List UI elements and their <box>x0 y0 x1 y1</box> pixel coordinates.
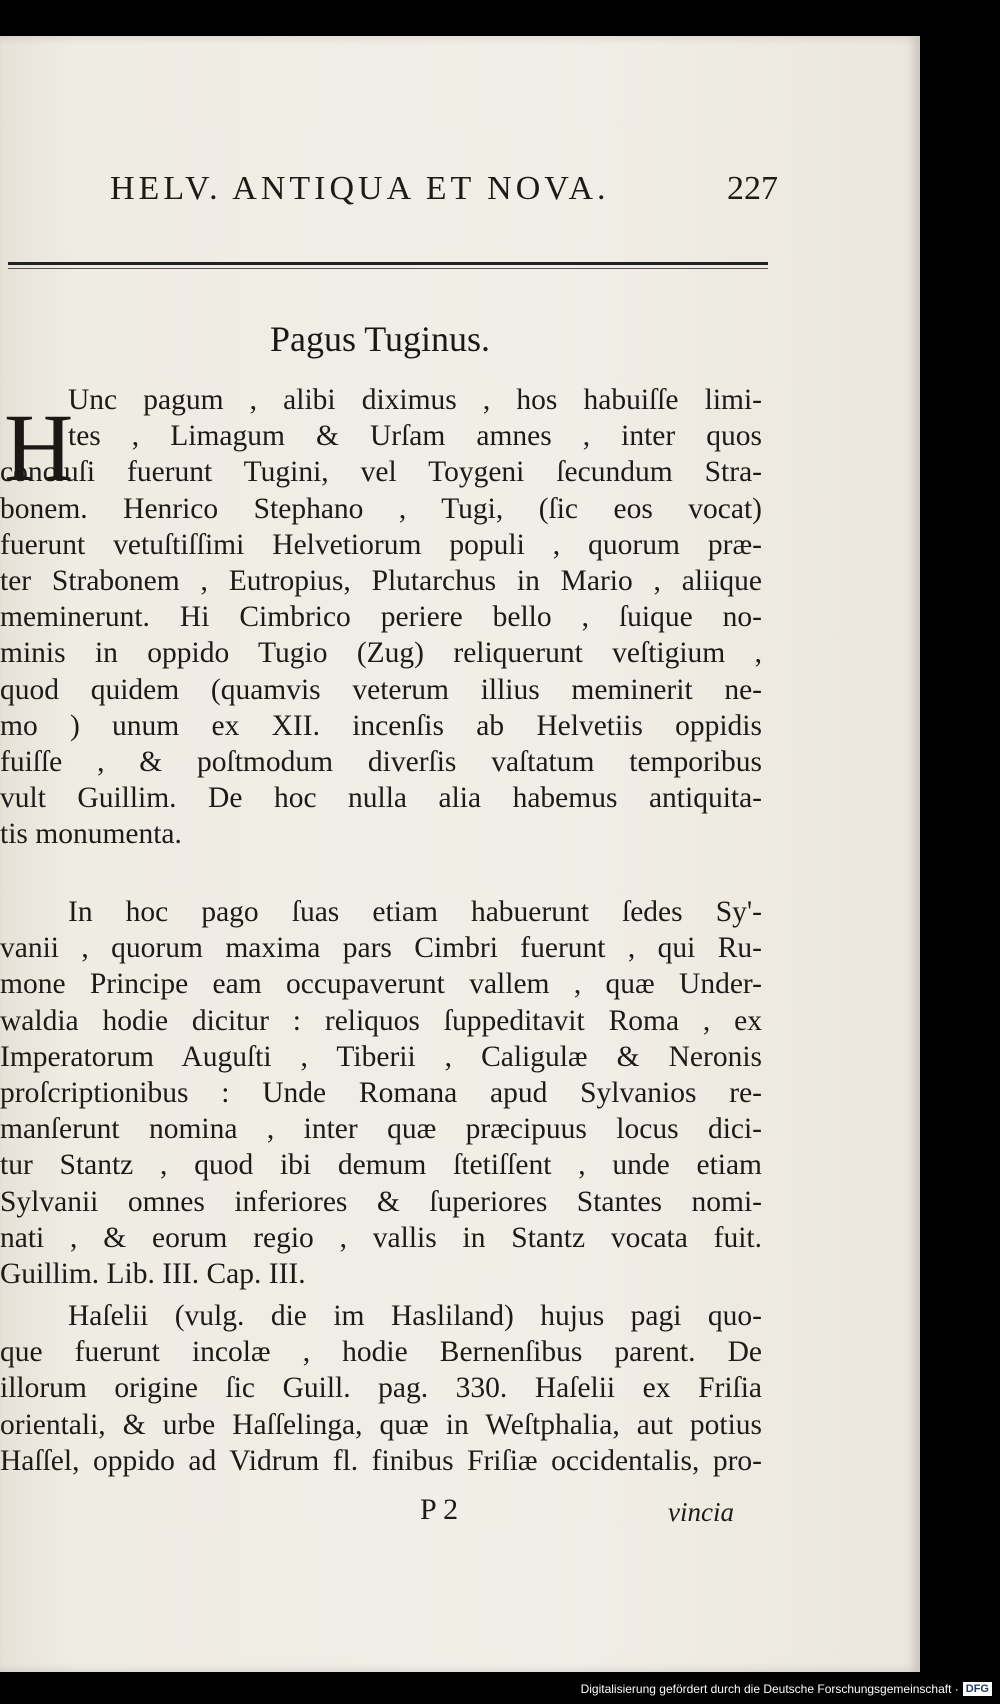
section-title: Pagus Tuginus. <box>269 319 491 359</box>
text-line: Haſſel, oppido ad Vidrum fl. finibus Friſiæ occidentalis, pro- <box>0 1444 762 1477</box>
paragraph-1 <box>0 382 762 852</box>
paragraph-3 <box>0 1298 762 1479</box>
text-line: orientali, & urbe Haſſelinga, quæ in Weſtphalia, aut potius <box>0 1408 762 1441</box>
text-line: minis in oppido Tugio (Zug) reliquerunt veſtigium , <box>0 637 762 670</box>
text-line: Haſelii (vulg. die im Hasliland) hujus pagi quo- <box>68 1300 762 1332</box>
text-line: Guillim. Lib. III. Cap. III. <box>0 1257 306 1290</box>
text-line: que fuerunt incolæ , hodie Bernenſibus parent. De <box>0 1336 762 1369</box>
text-line: illorum origine ſic Guill. pag. 330. Haſelii ex Friſia <box>0 1372 762 1405</box>
footer-text: Digitalisierung gefördert durch die Deutsche Forschungsgemeinschaft · <box>580 1682 959 1696</box>
running-title: HELV. ANTIQUA ET NOVA. <box>110 170 610 207</box>
text-line: concluſi fuerunt Tugini, vel Toygeni ſecundum Stra- <box>0 456 762 489</box>
text-line: bonem. Henrico Stephano , Tugi, (ſic eos vocat) <box>0 492 762 525</box>
text-line: nati , & eorum regio , vallis in Stantz vocata fuit. <box>0 1221 762 1254</box>
text-line: mo ) unum ex XII. incenſis ab Helvetiis oppidis <box>0 709 762 742</box>
text-line: proſcriptionibus : Unde Romana apud Sylvanios re- <box>0 1076 762 1109</box>
header-rule <box>8 262 768 265</box>
text-line: ter Strabonem , Eutropius, Plutarchus in Mario , aliique <box>0 564 762 597</box>
text-line: vanii , quorum maxima pars Cimbri fuerunt , qui Ru- <box>0 932 762 965</box>
text-line: vult Guillim. De hoc nulla alia habemus antiquita- <box>0 782 762 815</box>
header-rule-thin <box>8 268 768 269</box>
text-line: quod quidem (quamvis veterum illius meminerit ne- <box>0 673 762 706</box>
text-line: tur Stantz , quod ibi demum ſtetiſſent , unde etiam <box>0 1149 762 1182</box>
text-line: tes , Limagum & Urſam amnes , inter quos <box>68 420 762 453</box>
text-line: fuiſſe , & poſtmodum diverſis vaſtatum temporibus <box>0 745 762 778</box>
text-line: manſerunt nomina , inter quæ præcipuus locus dici- <box>0 1113 762 1146</box>
text-line: Sylvanii omnes inferiores & ſuperiores Stantes nomi- <box>0 1185 762 1218</box>
text-line: Unc pagum , alibi diximus , hos habuiſſe limi- <box>68 384 762 416</box>
catchword: vincia <box>668 1497 734 1527</box>
digitization-footer <box>581 1678 992 1700</box>
text-line: meminerunt. Hi Cimbrico periere bello , ſuique no- <box>0 601 762 634</box>
text-line: fuerunt vetuſtiſſimi Helvetiorum populi , quorum præ- <box>0 528 762 561</box>
signature-mark: P 2 <box>420 1493 459 1526</box>
paragraph-2 <box>0 894 762 1292</box>
book-page <box>0 36 920 1672</box>
text-line: In hoc pago ſuas etiam habuerunt ſedes Sy'- <box>68 896 762 928</box>
text-line: Imperatorum Auguſti , Tiberii , Caligulæ & Neronis <box>0 1040 762 1073</box>
text-line: mone Principe eam occupaverunt vallem , quæ Under- <box>0 968 762 1001</box>
running-header <box>110 148 778 208</box>
dfg-logo: DFG <box>963 1682 992 1696</box>
text-line: waldia hodie dicitur : reliquos ſuppeditavit Roma , ex <box>0 1004 762 1037</box>
text-line: tis monumenta. <box>0 818 182 851</box>
drop-cap: H <box>4 394 74 501</box>
page-number: 227 <box>727 170 778 207</box>
